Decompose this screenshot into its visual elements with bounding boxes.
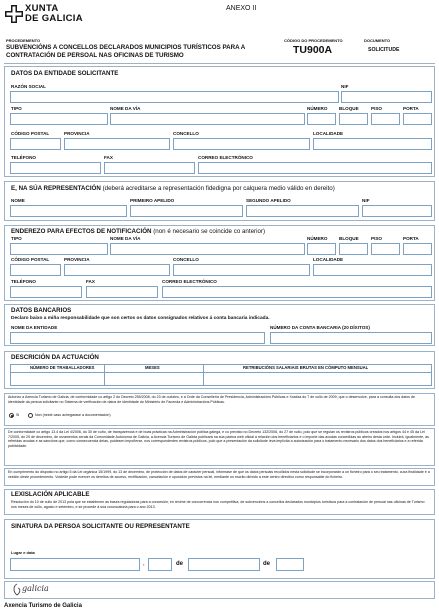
conformity-text: De conformidade co artigo 13.4 da Lei 4/2006, do 30 de xuño, de transparencia e de boas prácticas na Administración pública galega, e co previsto no Decreto 132/2006, do 27 de xullo, polo que se regulan os rexistros públicos creados nos artigos 44 e 45 da Lei 7/2005, do 29 de decembro, de orzamentos xerais da Comunidade Autónoma de Galicia, a Axencia Turismo de Galicia publicará na súa páxina web oficial a relación dos beneficiarios e o importe das axudas concedidas ao abeiro desta orde. Incluirá, igualmente, as referidas axudas e as sancións que, como consecuencia delas, puidesen impoñerse, nos correspondentes rexistros públicos, polo que a presentación da solicitude leva implícita a autorización para o tratamento necesario dos datos dos beneficiarios e a referida publicidade. [8, 430, 429, 448]
place-date-label: Lugar e data [11, 550, 35, 555]
fax-field[interactable] [104, 162, 195, 174]
representative-heading [11, 185, 335, 193]
n-tipo-field[interactable] [10, 243, 108, 255]
piso-label: PISO [371, 106, 382, 111]
n-provincia-label: PROVINCIA [64, 257, 90, 262]
telefono-field[interactable] [10, 162, 101, 174]
rep-nif-label: NIF [362, 198, 370, 203]
action-title: DESCRICIÓN DA ACTUACIÓN [11, 354, 99, 361]
n-numero-field[interactable] [307, 243, 336, 255]
n-fax-field[interactable] [86, 286, 158, 298]
action-cell-workers[interactable] [11, 374, 103, 385]
razon-field[interactable] [10, 91, 339, 103]
procedure-title: SUBVENCIÓNS A CONCELLOS DECLARADOS MUNICIPIOS TURÍSTICOS PARA A CONTRATACIÓN DE PERSOAL NAS OFICINAS DE TURISMO [6, 44, 246, 59]
document-label: DOCUMENTO [364, 38, 391, 43]
footer-logo-box [4, 581, 435, 599]
action-col2: MESES [145, 365, 160, 370]
concello-field[interactable] [173, 138, 310, 150]
via-field[interactable] [110, 113, 305, 125]
n-fax-label: FAX [86, 279, 95, 284]
bank-title: DATOS BANCARIOS [11, 307, 72, 314]
n-numero-label: NÚMERO [307, 236, 328, 241]
n-email-field[interactable] [162, 286, 432, 298]
action-cell-salary[interactable] [204, 374, 431, 385]
rep-ap1-field[interactable] [130, 205, 243, 217]
email-label: CORREO ELECTRÓNICO [198, 155, 253, 160]
privacy-text: En cumprimento do disposto no artigo 5 da Lei orgánica 15/1999, do 13 de decembro, de protección de datos de carácter persoal, infórmase de que os datos persoais recollidos nesta solicitude se incorporarán a un ficheiro para o seu tratamento, cuxa finalidade é a xestión deste procedemento. Vostede pode exercer os dereitos de acceso, rectificación, cancelación e oposición previstos na lei, mediante un escrito dirixido a este centro directivo como responsable do ficheiro. [8, 470, 430, 479]
de-label-1: de [176, 561, 184, 567]
bank-entity-label: NOME DA ENTIDADE [11, 325, 58, 330]
email-field[interactable] [198, 162, 432, 174]
bloque-field[interactable] [339, 113, 368, 125]
piso-field[interactable] [371, 113, 400, 125]
action-col1: NÚMERO DE TRABALLADORES [30, 365, 95, 370]
authorize-yes-label: Si [16, 413, 20, 417]
galicia-swirl-icon [12, 583, 22, 596]
month-field[interactable] [188, 558, 260, 571]
n-via-field[interactable] [110, 243, 305, 255]
rep-nome-label: NOME [11, 198, 25, 203]
n-provincia-field[interactable] [64, 264, 170, 276]
logo-line2: DE GALICIA [25, 13, 83, 24]
bloque-label: BLOQUE [339, 106, 359, 111]
notification-note: (non é necesario se coincide co anterior) [153, 228, 266, 235]
numero-label: NÚMERO [307, 106, 328, 111]
via-label: NOME DA VÍA [110, 106, 141, 111]
provincia-field[interactable] [64, 138, 170, 150]
code-label: CÓDIGO DO PROCEDEMENTO [284, 38, 343, 43]
day-field[interactable] [148, 558, 172, 571]
rep-ap2-label: SEGUNDO APELIDO [246, 198, 291, 203]
n-via-label: NOME DA VÍA [110, 236, 141, 241]
n-piso-label: PISO [371, 236, 382, 241]
n-porta-field[interactable] [403, 243, 432, 255]
n-cp-label: CÓDIGO POSTAL [11, 257, 50, 262]
razon-label: RAZÓN SOCIAL [11, 84, 46, 89]
year-field[interactable] [276, 558, 304, 571]
notification-title: ENDEREZO PARA EFECTOS DE NOTIFICACIÓN [11, 228, 152, 235]
legislation-text: Resolución do 10 de xullo de 2013 pola que se establecen as bases reguladoras para a concesión, en réxime de concorrencia non competitiva, de subvencións a concellos declarados municipios turísticos para a contratación de persoal nas oficinas de Turismo nos meses de xullo, agosto e setembro, e se procede á súa convocatoria para o ano 2013. [11, 500, 425, 509]
nif-label: NIF [341, 84, 349, 89]
applicant-title: DATOS DA ENTIDADE SOLICITANTE [11, 70, 119, 77]
porta-label: PORTA [403, 106, 419, 111]
authorize-yes-radio[interactable] [9, 413, 14, 418]
legislation-title: LEXISLACIÓN APLICABLE [11, 491, 90, 498]
concello-label: CONCELLO [173, 131, 199, 136]
provincia-label: PROVINCIA [64, 131, 90, 136]
representative-title: E, NA SÚA REPRESENTACIÓN [11, 185, 101, 192]
logo-line1: XUNTA [25, 3, 59, 14]
bank-account-label: NÚMERO DA CONTA BANCARIA (20 DÍXITOS) [270, 325, 370, 330]
fax-label: FAX [104, 155, 113, 160]
n-porta-label: PORTA [403, 236, 419, 241]
de-label-2: de [263, 561, 271, 567]
bank-declaration: Declaro baixo a miña responsabilidade que son certos os datos consignados relativos á conta bancaria indicada. [11, 316, 270, 321]
notification-heading [11, 228, 265, 236]
place-field[interactable] [10, 558, 140, 571]
agency-name: Axencia Turismo de Galicia [4, 603, 82, 609]
cp-label: CÓDIGO POSTAL [11, 131, 50, 136]
header-divider [4, 63, 435, 64]
rep-ap1-label: PRIMEIRO APELIDO [130, 198, 175, 203]
procedure-label: PROCEDEMENTO [6, 38, 41, 43]
n-concello-field[interactable] [173, 264, 310, 276]
action-table-header-line [10, 372, 432, 373]
tipo-label: TIPO [11, 106, 22, 111]
n-telefono-field[interactable] [10, 286, 82, 298]
rep-nome-field[interactable] [10, 205, 127, 217]
signature-title: SINATURA DA PERSOA SOLICITANTE OU REPRESENTANTE [11, 523, 190, 530]
n-bloque-field[interactable] [339, 243, 368, 255]
n-cp-field[interactable] [10, 264, 61, 276]
authorize-no-radio[interactable] [28, 413, 33, 418]
annex-label: ANEXO II [226, 5, 257, 12]
action-col3: RETRIBUCIÓNS SALARIAIS BRUTAS EN CÓMPUTO MENSUAL [243, 365, 369, 370]
bank-entity-field[interactable] [10, 332, 265, 344]
yes-radio-dot-icon [11, 415, 13, 417]
action-cell-months[interactable] [105, 374, 202, 385]
telefono-label: TELÉFONO [11, 155, 37, 160]
cp-field[interactable] [10, 138, 61, 150]
n-email-label: CORREO ELECTRÓNICO [162, 279, 217, 284]
document-type: SOLICITUDE [368, 47, 400, 53]
n-bloque-label: BLOQUE [339, 236, 359, 241]
authorize-text: Autorizo a Axencia Turismo de Galicia, de conformidade co artigo 2 do Decreto 255/2008, do 23 de outubro, e a Orde da Consellería de Presidencia, Administracións Públicas e Xustiza do 7 de xullo de 2009, que o desenvolve, para a consulta dos datos de identidade da persoa solicitante no Sistema de verificación de datos de identidade do Ministerio de Facenda e Administracións Públicas. [8, 395, 415, 404]
localidade-label: LOCALIDADE [313, 131, 344, 136]
galicia-brand: galicia [22, 584, 49, 593]
comma-sep: , [143, 561, 145, 567]
xunta-cross-icon [5, 5, 23, 23]
rep-ap2-field[interactable] [246, 205, 359, 217]
numero-field[interactable] [307, 113, 336, 125]
n-localidade-label: LOCALIDADE [313, 257, 344, 262]
localidade-field[interactable] [313, 138, 432, 150]
procedure-code: TU900A [293, 44, 333, 56]
n-piso-field[interactable] [371, 243, 400, 255]
representative-note: (deberá acreditarse a representación fidedigna por calquera medio válido en dereito) [102, 185, 335, 192]
n-telefono-label: TELÉFONO [11, 279, 37, 284]
n-concello-label: CONCELLO [173, 257, 199, 262]
tipo-field[interactable] [10, 113, 108, 125]
bank-account-field[interactable] [270, 332, 432, 344]
porta-field[interactable] [403, 113, 432, 125]
rep-nif-field[interactable] [362, 205, 432, 217]
authorize-no-label: Non (neste caso achegarase a documentación) [35, 413, 111, 417]
n-localidade-field[interactable] [313, 264, 432, 276]
nif-field[interactable] [341, 91, 432, 103]
n-tipo-label: TIPO [11, 236, 22, 241]
